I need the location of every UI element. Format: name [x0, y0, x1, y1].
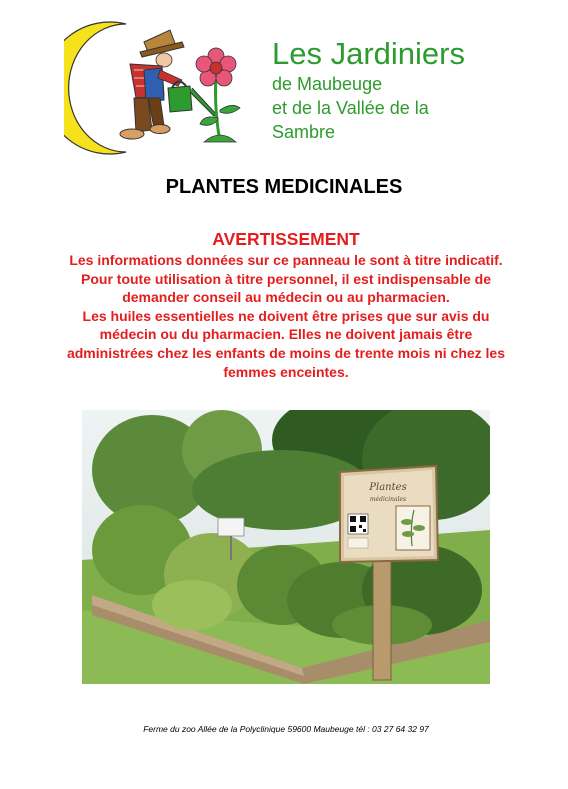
document-title: PLANTES MEDICINALES: [165, 176, 403, 198]
organization-line-2: et de la Vallée de la: [272, 98, 429, 118]
sign-title: Plantes: [369, 482, 407, 493]
warning-paragraph: Pour toute utilisation à titre personnel, il est indispensable de demander conseil au médecin ou au pharmacien.: [81, 270, 491, 306]
warning-text: [60, 251, 512, 381]
warning-paragraph: Les informations données sur ce panneau le sont à titre indicatif.: [69, 252, 503, 268]
organization-header: [272, 36, 465, 144]
warning-title: AVERTISSEMENT: [212, 229, 360, 249]
logo: [64, 18, 264, 158]
gardener-watering-flower-moon-icon: [64, 18, 264, 158]
organization-line-3: Sambre: [272, 122, 336, 142]
footer-address: Ferme du zoo Allée de la Polyclinique 59600 Maubeuge tél : 03 27 64 32 97: [143, 724, 429, 734]
sign-subtitle: médicinales: [369, 496, 407, 503]
garden-photo: [82, 410, 490, 684]
organization-line-1: de Maubeuge: [272, 74, 383, 94]
organization-name: Les Jardiniers: [272, 36, 465, 71]
garden-photo-image: [82, 410, 490, 684]
warning-paragraph: Les huiles essentielles ne doivent être prises que sur avis du médecin ou du pharmacien. Elles ne doivent jamais être administrées chez les enfants de moins de trente mois ni chez les femmes enceintes.: [66, 307, 506, 380]
qr-code-icon: [348, 514, 368, 534]
